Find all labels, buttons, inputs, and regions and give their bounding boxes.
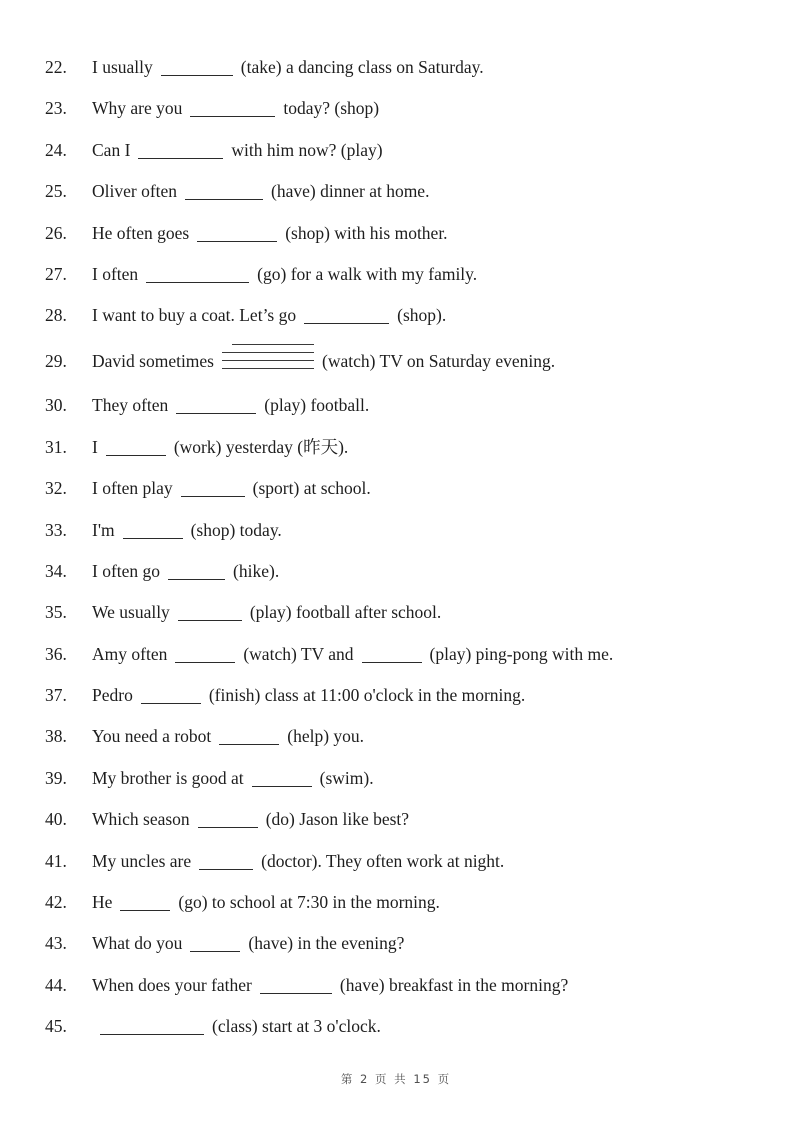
answer-blank: [219, 744, 279, 745]
question-row: [45, 758, 772, 799]
question-row: [45, 675, 772, 716]
question-text: You need a robot: [92, 726, 212, 747]
question-text: (do) Jason like best?: [265, 809, 410, 830]
question-number: 38.: [45, 726, 67, 747]
question-number: 37.: [45, 685, 67, 706]
question-text: Amy often: [92, 643, 168, 664]
answer-blank: [178, 620, 242, 621]
question-text: (go) to school at 7:30 in the morning.: [178, 892, 440, 913]
question-text: I often play: [92, 478, 173, 499]
question-text: (have) breakfast in the morning?: [339, 974, 569, 995]
answer-blank: [185, 199, 263, 200]
question-text: Oliver often: [92, 181, 178, 202]
question-text: I want to buy a coat. Let’s go: [92, 305, 297, 326]
answer-blank: [138, 158, 223, 159]
question-text: He: [92, 892, 113, 913]
question-number: 39.: [45, 767, 67, 788]
answer-blank: [190, 951, 240, 952]
question-number: 35.: [45, 602, 67, 623]
question-row: [45, 592, 772, 633]
question-number: 29.: [45, 350, 67, 371]
question-row: [45, 427, 772, 468]
answer-blank: [100, 1034, 204, 1035]
question-row: [45, 88, 772, 129]
question-row: [45, 510, 772, 551]
question-row: [45, 130, 772, 171]
question-number: 26.: [45, 222, 67, 243]
question-text: We usually: [92, 602, 170, 623]
question-number: 28.: [45, 305, 67, 326]
question-text: Pedro: [92, 685, 133, 706]
question-text: (work) yesterday (昨天).: [173, 436, 349, 457]
question-text: today? (shop): [283, 98, 380, 119]
question-text: I often go: [92, 560, 161, 581]
page-footer: 第 2 页 共 15 页: [340, 1072, 452, 1086]
question-text: They often: [92, 395, 169, 416]
question-row: [45, 295, 772, 336]
answer-blank: [252, 786, 312, 787]
question-row: [45, 385, 772, 426]
question-text: Which season: [92, 809, 190, 830]
question-text: (take) a dancing class on Saturday.: [240, 57, 484, 77]
question-row: [45, 841, 772, 882]
question-list: [45, 47, 772, 1048]
question-number: 24.: [45, 139, 67, 160]
question-number: 40.: [45, 809, 67, 830]
question-number: 22.: [45, 57, 67, 77]
question-number: 44.: [45, 974, 67, 995]
question-number: 32.: [45, 478, 67, 499]
question-row: [45, 634, 772, 675]
answer-blank: [198, 827, 258, 828]
question-text: I usually: [92, 57, 153, 77]
answer-blank: [197, 241, 277, 242]
question-number: 42.: [45, 892, 67, 913]
question-number: 23.: [45, 98, 67, 119]
question-text: He often goes: [92, 222, 190, 243]
question-text: (play) football after school.: [249, 602, 442, 623]
answer-blank: [168, 579, 225, 580]
answer-blank: [362, 662, 422, 663]
question-number: 45.: [45, 1016, 67, 1037]
question-text: with him now? (play): [231, 139, 383, 160]
question-row: [45, 716, 772, 757]
question-text: (class) start at 3 o'clock.: [212, 1016, 381, 1037]
question-text: (play) football.: [264, 395, 370, 416]
question-row: [45, 171, 772, 212]
question-row: [45, 213, 772, 254]
question-row: [45, 254, 772, 295]
answer-blank: [175, 662, 235, 663]
question-number: 30.: [45, 395, 67, 416]
answer-blank: [120, 910, 170, 911]
question-text: (doctor). They often work at night.: [261, 850, 505, 871]
question-number: 27.: [45, 263, 67, 284]
answer-blank: [146, 282, 249, 283]
question-text: Why are you: [92, 98, 183, 119]
question-text: (watch) TV on Saturday evening.: [322, 350, 556, 371]
blank-rule-line: [222, 345, 314, 353]
four-line-answer-blank: [222, 337, 314, 369]
answer-blank: [123, 538, 183, 539]
blank-rule-line: [222, 361, 314, 369]
question-number: 31.: [45, 436, 67, 457]
answer-blank: [190, 116, 275, 117]
question-text: (have) in the evening?: [248, 933, 405, 954]
question-text: (play) ping-pong with me.: [429, 643, 614, 664]
answer-blank: [304, 323, 389, 324]
question-text: (shop) with his mother.: [285, 222, 448, 243]
question-text: (hike).: [233, 560, 280, 581]
question-text: (help) you.: [287, 726, 365, 747]
question-number: 36.: [45, 643, 67, 664]
question-text: I'm: [92, 519, 115, 540]
blank-rule-line: [232, 337, 314, 345]
question-text: (have) dinner at home.: [271, 181, 430, 202]
answer-blank: [199, 869, 253, 870]
question-text: David sometimes: [92, 350, 214, 371]
answer-blank: [141, 703, 201, 704]
question-text: What do you: [92, 933, 183, 954]
question-row: [45, 1006, 772, 1047]
question-text: (go) for a walk with my family.: [257, 263, 478, 284]
question-row: [45, 799, 772, 840]
question-number: 33.: [45, 519, 67, 540]
question-number: 25.: [45, 181, 67, 202]
question-text: (swim).: [319, 767, 374, 788]
question-text: When does your father: [92, 974, 252, 995]
question-row: [45, 882, 772, 923]
question-number: 41.: [45, 850, 67, 871]
question-text: (finish) class at 11:00 o'clock in the morning.: [208, 685, 526, 706]
blank-rule-line: [222, 353, 314, 361]
question-row: [45, 965, 772, 1006]
question-text: Can I: [92, 139, 131, 160]
question-row: [45, 551, 772, 592]
answer-blank: [106, 455, 166, 456]
answer-blank: [161, 75, 233, 76]
question-text: (shop).: [397, 305, 447, 326]
question-row: [45, 47, 772, 88]
question-text: I: [92, 436, 98, 457]
question-row: [45, 337, 772, 386]
answer-blank: [260, 993, 332, 994]
question-text: I often: [92, 263, 139, 284]
question-row: [45, 923, 772, 964]
question-text: My uncles are: [92, 850, 192, 871]
answer-blank: [181, 496, 245, 497]
question-text: (shop) today.: [190, 519, 282, 540]
answer-blank: [176, 413, 256, 414]
question-number: 43.: [45, 933, 67, 954]
question-text: My brother is good at: [92, 767, 244, 788]
question-text: (watch) TV and: [243, 643, 354, 664]
question-row: [45, 468, 772, 509]
question-text: (sport) at school.: [252, 478, 371, 499]
question-number: 34.: [45, 560, 67, 581]
